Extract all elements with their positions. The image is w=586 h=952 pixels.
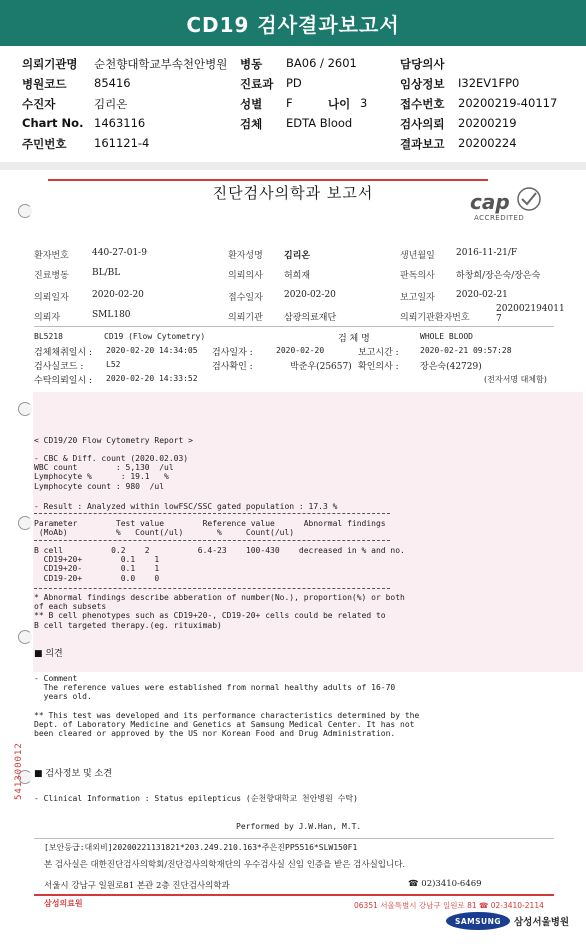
info-value: 허희재 <box>284 271 311 281</box>
binder-hole-4 <box>18 630 32 644</box>
value-clinical-info: I32EV1FP0 <box>458 76 520 90</box>
results-table-header: Parameter Test value Reference value Abnormal findings (MoAb) % Count(/ul) % Count(/ul) <box>34 519 386 538</box>
detail-value: 2020-02-20 <box>276 346 325 355</box>
label-sex: 성별 <box>240 97 263 111</box>
detail-value: 2020-02-21 09:57:28 <box>420 346 512 355</box>
info-value: 삼광의료재단 <box>284 313 337 323</box>
info-label: 환자번호 <box>34 251 69 261</box>
detail-label: 보고시간 : <box>358 348 399 358</box>
label-institution: 의뢰기관명 <box>22 57 78 71</box>
detail-value: 2020-02-20 14:33:52 <box>106 374 198 383</box>
info-value: SML180 <box>92 310 131 320</box>
label-department: 진료과 <box>240 77 274 91</box>
label-patient: 수진자 <box>22 97 56 111</box>
detail-label: 검사실코드 : <box>34 362 84 372</box>
label-specimen: 검체 <box>240 117 263 131</box>
value-sex: F <box>286 96 293 110</box>
info-label: 환자성명 <box>228 251 263 261</box>
detail-value: L52 <box>106 360 121 369</box>
info-label: 의뢰일자 <box>34 293 69 303</box>
report-title-bar <box>0 0 586 46</box>
info-label: 보고일자 <box>400 293 435 303</box>
value-receipt-no: 20200219-40117 <box>458 96 558 110</box>
label-report-date: 결과보고 <box>400 137 445 151</box>
results-table-rows: B cell 0.2 2 6.4-23 100-430 decreased in % and no. CD19+20+ 0.1 1 CD19+20- 0.1 1 CD19-20+ 0.0 0 <box>34 546 405 583</box>
report-main-title: 진단검사의학과 보고서 <box>212 184 374 202</box>
specimen-name: WHOLE BLOOD <box>420 332 473 341</box>
info-label: 접수일자 <box>228 293 263 303</box>
detail-label: 확인의사 : <box>358 362 399 372</box>
test-code: BL5218 <box>34 332 63 341</box>
info-value: 440-27-01-9 <box>92 248 147 258</box>
report-title: CD19 검사결과보고서 <box>186 12 400 37</box>
label-doctor: 담당의사 <box>400 57 445 71</box>
cap-checkmark-icon <box>516 186 542 212</box>
value-patient: 김리온 <box>94 97 128 111</box>
lab-address: 서울시 강남구 일원로81 본관 2층 진단검사의학과 <box>44 881 230 891</box>
info-value: 김리온 <box>284 251 311 261</box>
footer-address: 06351 서울특별시 강남구 일원로 81 ☎ 02-3410-2114 <box>354 901 544 910</box>
value-ward: BA06 / 2601 <box>286 56 357 70</box>
samsung-logo <box>446 912 510 930</box>
footnotes: * Abnormal findings describe abberation of number(No.), proportion(%) or both of each subsets ** B cell phenotypes such as CD19+20-, CD19-20+ cells could be related to B cell targeted therapy.(eg. rituximab) <box>34 593 405 630</box>
info-value: 하창희/장은숙/장은숙 <box>456 271 541 281</box>
detail-value: 장은숙(42729) <box>420 362 482 372</box>
performed-by: Performed by J.W.Han, M.T. <box>236 822 362 831</box>
label-resident-no: 주민번호 <box>22 137 67 151</box>
label-age: 나이 <box>328 97 351 111</box>
lab-phone: ☎ 02)3410-6469 <box>408 879 482 889</box>
info-label: 의뢰기관환자번호 <box>400 313 470 323</box>
cbc-block: - CBC & Diff. count (2020.02.03) WBC count : 5,130 /ul Lymphocyte % : 19.1 % Lymphocyte count : 980 /ul <box>34 454 189 491</box>
info-value: 2016-11-21/F <box>456 248 518 258</box>
label-chart-no: Chart No. <box>22 116 84 130</box>
info-label: 판독의사 <box>400 271 435 281</box>
binder-hole-2 <box>18 402 32 416</box>
binder-hole-1 <box>18 204 32 218</box>
info-label: 의뢰기관 <box>228 313 263 323</box>
security-line: [보안등급:대외비]20200221131821*203.249.210.163*주은진PP5516*SLW150F1 <box>44 843 358 852</box>
label-clinical-info: 임상정보 <box>400 77 445 91</box>
value-resident-no: 161121-4 <box>94 136 150 150</box>
table-top-rule <box>34 513 390 514</box>
cap-accredited-logo <box>468 190 548 224</box>
info-value: 2020-02-20 <box>284 290 336 300</box>
detail-label: 수탁의뢰일시 : <box>34 376 93 386</box>
label-receipt-no: 접수번호 <box>400 97 445 111</box>
value-department: PD <box>286 76 302 90</box>
label-hospital-code: 병원코드 <box>22 77 67 91</box>
binder-hole-3 <box>18 516 32 530</box>
result-line: - Result : Analyzed within lowFSC/SSC gated population : 17.3 % <box>34 502 338 511</box>
table-bottom-rule <box>34 588 390 589</box>
footer-org-name: 삼성의료원 <box>44 899 83 908</box>
detail-label: 검체채취일시 : <box>34 348 93 358</box>
cap-logo-text: cap <box>470 190 510 214</box>
label-ward: 병동 <box>240 57 263 71</box>
label-request-date: 검사의뢰 <box>400 117 445 131</box>
cap-accredited-text: ACCREDITED <box>474 214 525 222</box>
info-divider <box>34 326 554 327</box>
value-age: 3 <box>360 96 368 110</box>
value-institution: 순천향대학교부속천안병원 <box>94 57 228 71</box>
info-label: 생년월일 <box>400 251 435 261</box>
info-value: BL/BL <box>92 268 121 278</box>
samsung-logo-text: SAMSUNG <box>454 916 502 926</box>
footer-divider <box>34 838 554 839</box>
detail-label: 검사일자 : <box>212 348 253 358</box>
specimen-label: 검 체 명 <box>338 334 370 344</box>
info-label: 의뢰의사 <box>228 271 263 281</box>
comment-block: - Comment The reference values were established from normal healthy adults of 16-70 years old. ** This test was developed and its performance characteristics determined by the Dept. of Laboratory Medicine and Genetics at Samsung Medical Center. It has not been cleared or approved by the US nor Korean Food and Drug Administration. <box>34 674 420 739</box>
order-header <box>0 52 586 150</box>
detail-value: 박준우(25657) <box>290 362 352 372</box>
value-request-date: 20200219 <box>458 116 517 130</box>
section-test-info: ■ 검사정보 및 소견 <box>34 769 112 779</box>
value-report-date: 20200224 <box>458 136 517 150</box>
side-barcode-text: 541300012 <box>14 742 24 800</box>
test-name: CD19 (Flow Cytometry) <box>104 332 206 341</box>
info-value: 2020-02-21 <box>456 290 508 300</box>
certification-text: 본 검사실은 대한진단검사의학회/진단검사의학재단의 우수검사실 신임 인증을 받은 검사실입니다. <box>44 860 406 870</box>
footer-red-line <box>34 894 554 896</box>
value-chart-no: 1463116 <box>94 116 146 130</box>
info-value: 202002194011 7 <box>496 304 565 324</box>
detail-label: 검사확인 : <box>212 362 253 372</box>
detail-value: 2020-02-20 14:34:05 <box>106 346 198 355</box>
info-value: 2020-02-20 <box>92 290 144 300</box>
page-separator <box>0 162 586 170</box>
value-specimen: EDTA Blood <box>286 116 353 130</box>
info-label: 진료병동 <box>34 271 69 281</box>
table-header-rule <box>34 540 390 541</box>
section-opinion: ■ 의견 <box>34 649 63 659</box>
top-red-line <box>48 179 488 181</box>
e-signature-note: (전자서명 대체함) <box>484 375 547 384</box>
flow-report-title: < CD19/20 Flow Cytometry Report > <box>34 436 193 445</box>
clinical-info: - Clinical Information : Status epilepticus (순천향대학교 천안병원 수탁) <box>34 794 358 803</box>
hospital-name: 삼성서울병원 <box>514 917 570 928</box>
value-hospital-code: 85416 <box>94 76 131 90</box>
info-label: 의뢰자 <box>34 313 61 323</box>
